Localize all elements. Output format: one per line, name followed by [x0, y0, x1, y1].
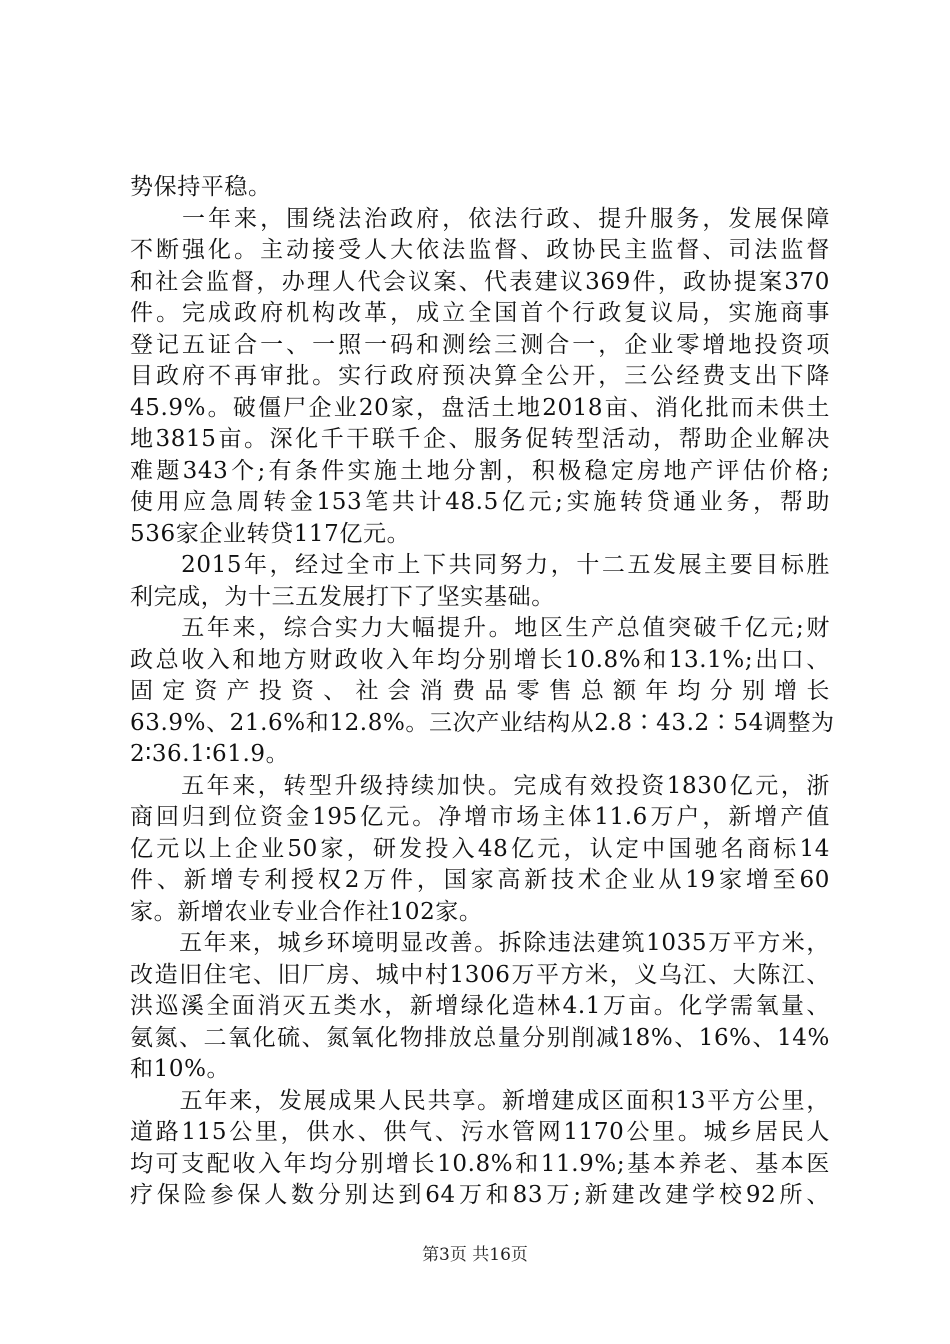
body-text: [130, 172, 835, 1212]
text-line: 使用应急周转金153笔共计48.5亿元;实施转贷通业务，帮助: [130, 489, 830, 515]
text-line: 五年来，发展成果人民共享。新增建成区面积13平方公里，: [130, 1087, 830, 1114]
text-line: 不断强化。主动接受人大依法监督、政协民主监督、司法监督: [130, 237, 830, 263]
text-line: 536家企业转贷117亿元。: [130, 520, 411, 547]
text-line: 件、新增专利授权2万件，国家高新技术企业从19家增至60: [130, 867, 830, 893]
text-line: 洪巡溪全面消灭五类水，新增绿化造林4.1万亩。化学需氧量、: [130, 993, 830, 1019]
text-line: 2∶36.1∶61.9。: [130, 741, 290, 767]
page-number-footer: 第3页 共16页: [422, 1245, 528, 1265]
text-line: 道路115公里，供水、供气、污水管网1170公里。城乡居民人: [130, 1119, 830, 1145]
text-line: 势保持平稳。: [130, 174, 272, 200]
text-line: 家。新增农业专业合作社102家。: [130, 898, 483, 925]
text-line: 五年来，转型升级持续加快。完成有效投资1830亿元，浙: [130, 772, 830, 799]
text-line: 2015年，经过全市上下共同努力，十二五发展主要目标胜: [130, 552, 830, 578]
text-line: 63.9%、21.6%和12.8%。三次产业结构从2.8∶43.2∶54调整为: [130, 709, 835, 736]
text-line: 一年来，围绕法治政府，依法行政、提升服务，发展保障: [130, 205, 830, 232]
text-line: 45.9%。破僵尸企业20家，盘活土地2018亩、消化批而未供土: [130, 394, 830, 421]
text-line: 目政府不再审批。实行政府预决算全公开，三公经费支出下降: [130, 363, 830, 389]
text-line: 氨氮、二氧化硫、氮氧化物排放总量分别削减18%、16%、14%: [130, 1024, 830, 1051]
text-line: 和10%。: [130, 1056, 231, 1082]
text-line: 登记五证合一、一照一码和测绘三测合一，企业零增地投资项: [130, 331, 830, 358]
text-line: 政总收入和地方财政收入年均分别增长10.8%和13.1%;出口、: [130, 646, 830, 673]
text-line: 商回归到位资金195亿元。净增市场主体11.6万户，新增产值: [130, 804, 830, 830]
text-line: 疗保险参保人数分别达到64万和83万;新建改建学校92所、: [130, 1182, 830, 1208]
text-line: 利完成，为十三五发展打下了坚实基础。: [130, 583, 555, 610]
text-line: 五年来，综合实力大幅提升。地区生产总值突破千亿元;财: [130, 615, 830, 641]
text-line: 难题343个;有条件实施土地分割，积极稳定房地产评估价格;: [130, 457, 830, 484]
text-line: 改造旧住宅、旧厂房、城中村1306万平方米，义乌江、大陈江、: [130, 961, 830, 988]
text-line: 件。完成政府机构改革，成立全国首个行政复议局，实施商事: [130, 300, 830, 326]
text-line: 和社会监督，办理人代会议案、代表建议369件，政协提案370: [130, 268, 830, 295]
text-line: 固定资产投资、社会消费品零售总额年均分别增长: [130, 678, 830, 704]
text-line: 五年来，城乡环境明显改善。拆除违法建筑1035万平方米，: [130, 930, 830, 956]
text-line: 均可支配收入年均分别增长10.8%和11.9%;基本养老、基本医: [130, 1150, 830, 1177]
text-line: 地3815亩。深化千干联千企、服务促转型活动，帮助企业解决: [130, 426, 830, 452]
text-line: 亿元以上企业50家，研发投入48亿元，认定中国驰名商标14: [130, 835, 830, 862]
